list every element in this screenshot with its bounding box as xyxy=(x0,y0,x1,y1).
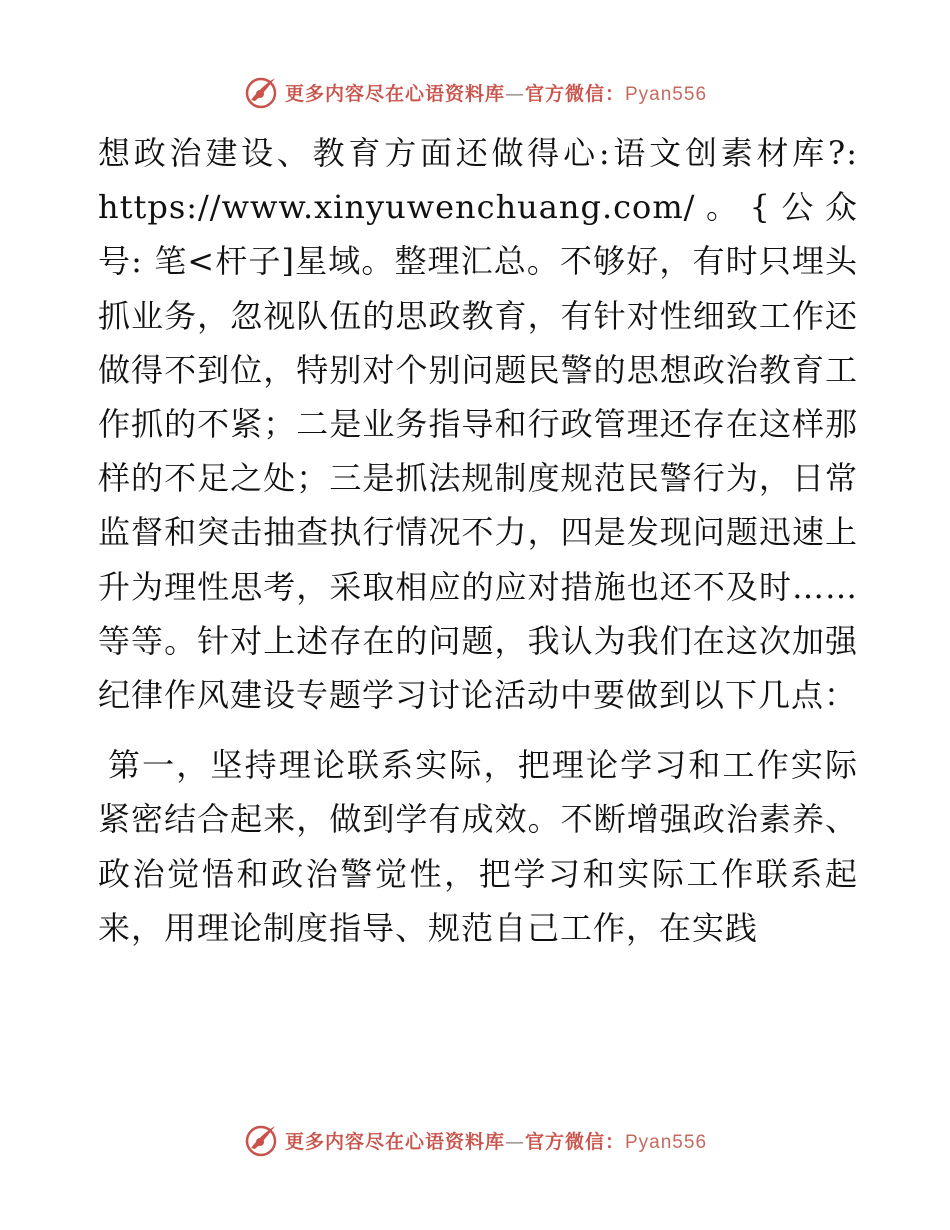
footer-banner xyxy=(0,1120,950,1160)
quill-circle-logo-icon xyxy=(243,74,279,110)
header-banner-text: 更多内容尽在心语资料库—官方微信：Pyan556 xyxy=(284,82,708,105)
body-paragraph-1: 想政治建设、教育方面还做得心:语文创素材库?: https://www.xinyuwenchuang.com/。{公众号: 笔<杆子]星域。整理汇总。不够好，有时只埋头抓业务，忽视队伍的思政教育，有针对性细致工作还做得不到位，特别对个别问题民警的思想政治教育工作抓的不紧；二是业务指导和行政管理还存在这样那样的不足之处；三是抓法规制度规范民警行为，日常监督和突击抽查执行情况不力，四是发现问题迅速上升为理性思考，采取相应的应对措施也还不及时……等等。针对上述存在的问题，我认为我们在这次加强纪律作风建设专题学习讨论活动中要做到以下几点： xyxy=(98,134,858,715)
body-paragraph-2: 第一，坚持理论联系实际，把理论学习和工作实际紧密结合起来，做到学有成效。不断增强政治素养、政治觉悟和政治警觉性，把学习和实际工作联系起来，用理论制度指导、规范自己工作，在实践 xyxy=(98,746,858,947)
document-body xyxy=(98,126,858,955)
footer-banner-text: 更多内容尽在心语资料库—官方微信：Pyan556 xyxy=(284,1130,708,1153)
header-banner xyxy=(0,72,950,112)
quill-circle-logo-icon xyxy=(243,1122,279,1158)
